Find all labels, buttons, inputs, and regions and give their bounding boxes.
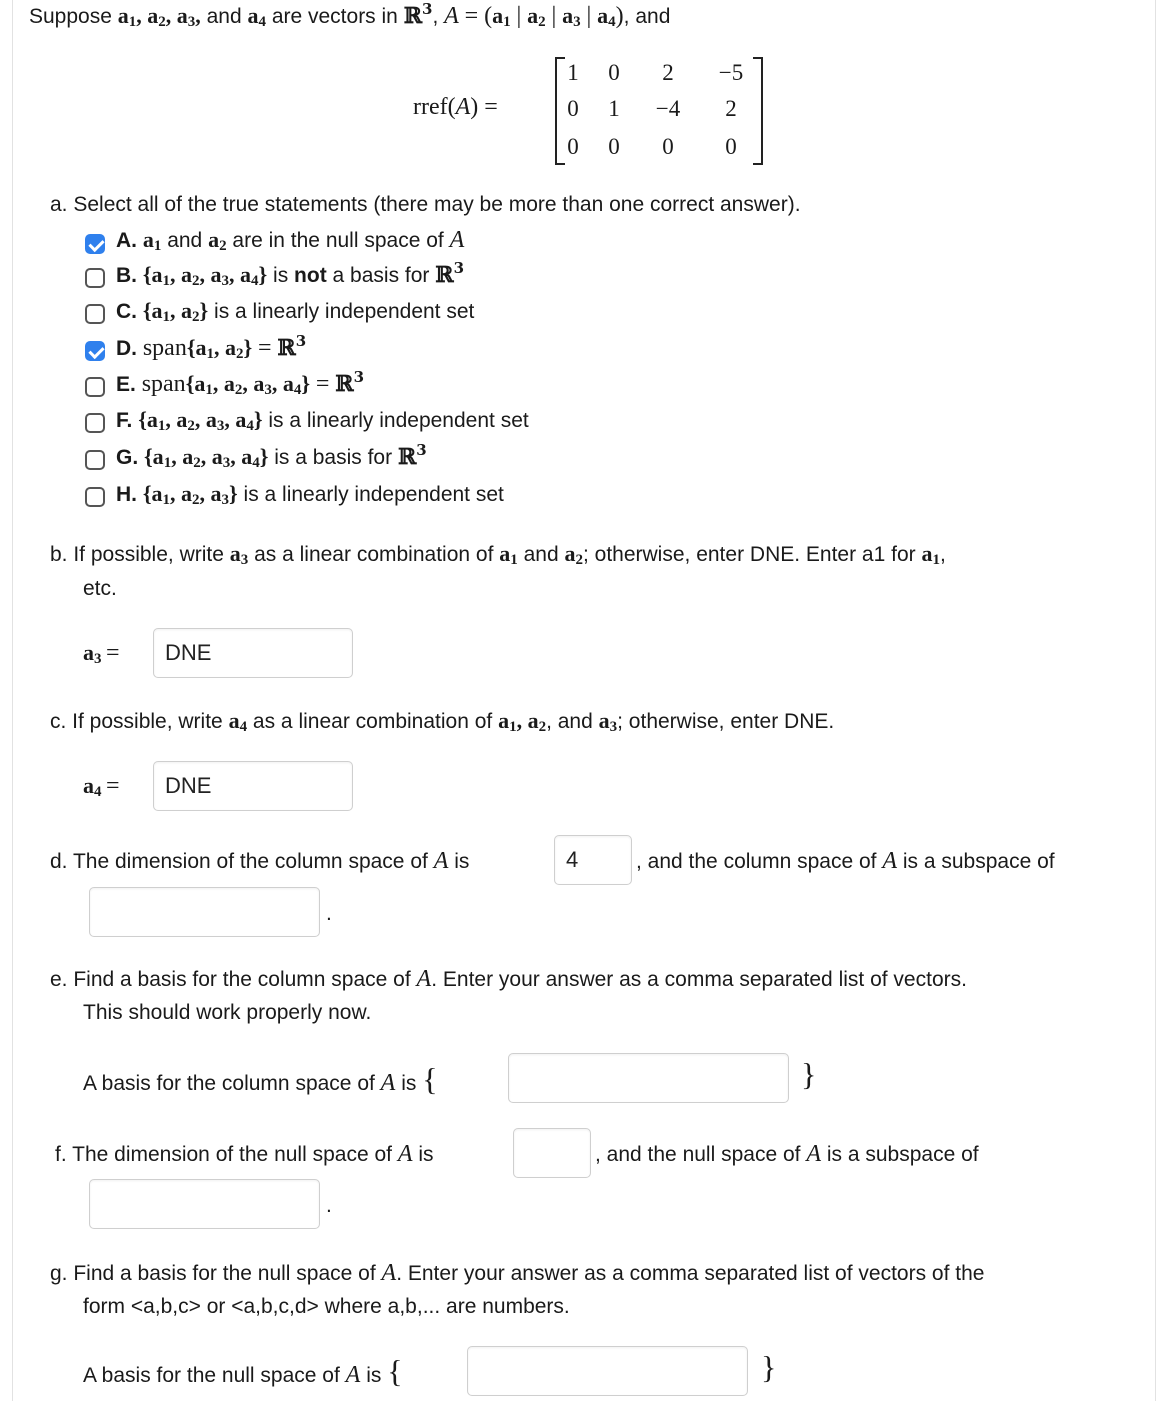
option-b-label[interactable]: B. {$a_1$, $a_2$, $a_3$, $a_4$} is not a basis for ℝ$^3$ <box>116 259 465 289</box>
rref-matrix <box>555 57 763 163</box>
option-d-checkbox[interactable] <box>85 341 105 361</box>
a4-label: $a_4$ = <box>83 773 120 800</box>
option-g-checkbox[interactable] <box>85 450 105 470</box>
matrix-cell: 0 <box>662 134 674 159</box>
part-g-prompt: g. Find a basis for the null space of A. Enter your answer as a comma separated list of vectors of the <box>50 1260 985 1286</box>
matrix-cell: 0 <box>608 134 620 159</box>
null-space-dimension-input[interactable] <box>513 1128 591 1178</box>
matrix-cell: 0 <box>608 60 620 85</box>
matrix-bracket-right <box>753 57 763 165</box>
period-mark: . <box>326 902 332 925</box>
matrix-cell: −5 <box>718 60 744 85</box>
null-basis-label: A basis for the null space of A is { <box>83 1353 403 1389</box>
a3-input[interactable]: DNE <box>153 628 353 678</box>
column-basis-label: A basis for the column space of A is { <box>83 1061 438 1097</box>
part-b-prompt-line2: etc. <box>83 577 117 600</box>
part-g-prompt-line2: form <a,b,c> or <a,b,c,d> where a,b,... are numbers. <box>83 1295 570 1318</box>
matrix-cell: 2 <box>725 96 737 121</box>
part-d-prompt: d. The dimension of the column space of A is <box>50 848 470 874</box>
part-e-prompt: e. Find a basis for the column space of A. Enter your answer as a comma separated list of vectors. <box>50 966 967 992</box>
matrix-cell: 0 <box>567 134 579 159</box>
close-brace: } <box>761 1349 777 1385</box>
matrix-cell: 0 <box>567 96 579 121</box>
null-space-basis-input[interactable] <box>467 1346 748 1396</box>
option-e-label[interactable]: E. $span\{a_1$, $a_2$, $a_3$, $a_4$} = ℝ$^3$ <box>116 368 364 398</box>
intro-line: Suppose $a_1$, $a_2$, $a_3$, and $a_4$ are vectors in ℝ$^3$, $A = (a_1$ | $a_2$ | $a_3$ | $a_4$), and <box>29 0 671 30</box>
null-space-subspace-input[interactable] <box>89 1179 320 1229</box>
problem-page <box>12 0 1156 1401</box>
part-d-prompt-2: , and the column space of A is a subspace of <box>636 848 1055 874</box>
column-space-basis-input[interactable] <box>508 1053 789 1103</box>
option-h-checkbox[interactable] <box>85 487 105 507</box>
part-a-prompt: a. Select all of the true statements (there may be more than one correct answer). <box>50 193 801 216</box>
option-a-checkbox[interactable] <box>85 234 105 254</box>
close-brace: } <box>801 1056 817 1092</box>
matrix-cell: 0 <box>725 134 737 159</box>
column-space-dimension-input[interactable]: 4 <box>554 835 632 885</box>
option-a-label[interactable]: A. $a_1$ and $a_2$ are in the null space of A <box>116 227 465 254</box>
option-h-label[interactable]: H. {$a_1$, $a_2$, $a_3$} is a linearly independent set <box>116 481 504 508</box>
part-f-prompt: f. The dimension of the null space of A is <box>55 1141 434 1167</box>
matrix-cell: 2 <box>662 60 674 85</box>
period-mark: . <box>326 1194 332 1217</box>
option-c-label[interactable]: C. {$a_1$, $a_2$} is a linearly independent set <box>116 298 475 325</box>
part-f-prompt-2: , and the null space of A is a subspace of <box>595 1141 979 1167</box>
option-b-checkbox[interactable] <box>85 268 105 288</box>
matrix-cell: 1 <box>567 60 579 85</box>
option-e-checkbox[interactable] <box>85 377 105 397</box>
rref-label: rref(A) = <box>413 94 498 120</box>
part-e-prompt-line2: This should work properly now. <box>83 1001 372 1024</box>
column-space-subspace-input[interactable] <box>89 887 320 937</box>
option-f-label[interactable]: F. {$a_1$, $a_2$, $a_3$, $a_4$} is a linearly independent set <box>116 407 529 434</box>
option-c-checkbox[interactable] <box>85 304 105 324</box>
option-f-checkbox[interactable] <box>85 413 105 433</box>
a4-input[interactable]: DNE <box>153 761 353 811</box>
matrix-cell: −4 <box>655 96 681 121</box>
part-c-prompt: c. If possible, write $a_4$ as a linear combination of $a_1$, $a_2$, and $a_3$; otherwise, enter DNE. <box>50 708 835 735</box>
part-b-prompt: b. If possible, write $a_3$ as a linear combination of $a_1$ and $a_2$; otherwise, enter DNE. Enter a1 for $a_1$, <box>50 541 946 568</box>
matrix-cell: 1 <box>608 96 620 121</box>
a3-label: $a_3$ = <box>83 640 120 667</box>
option-g-label[interactable]: G. {$a_1$, $a_2$, $a_3$, $a_4$} is a basis for ℝ$^3$ <box>116 441 427 471</box>
option-d-label[interactable]: D. $span\{a_1$, $a_2$} = ℝ$^3$ <box>116 332 307 362</box>
